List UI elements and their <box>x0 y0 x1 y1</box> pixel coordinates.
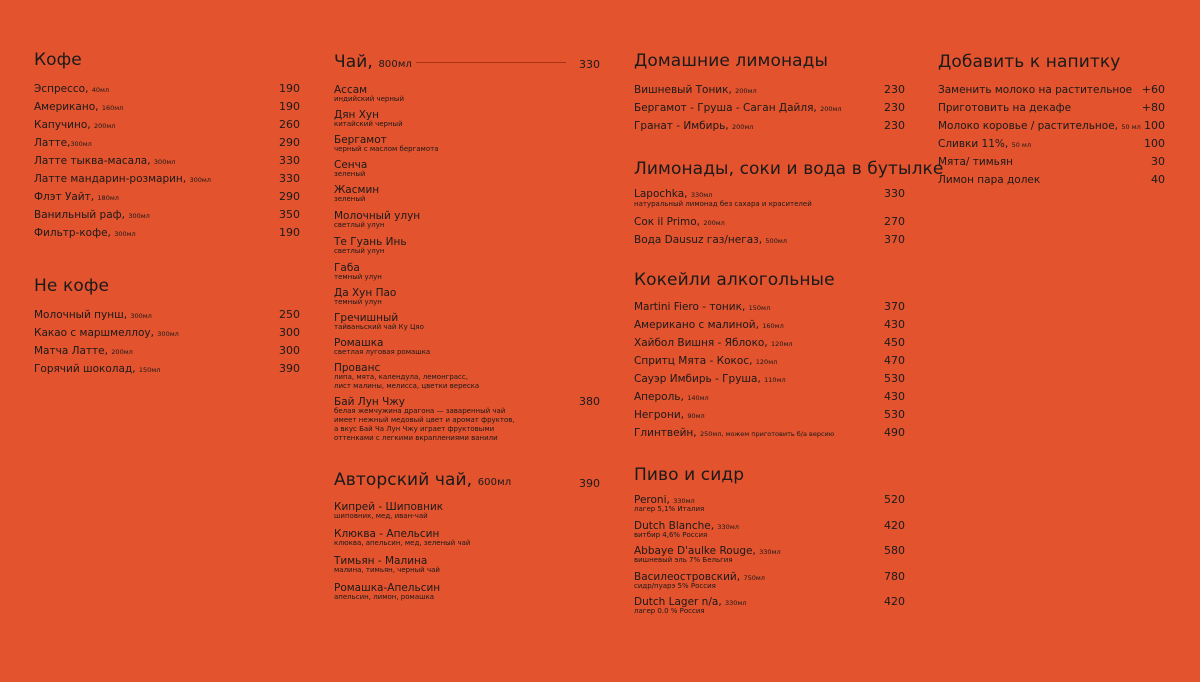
menu-item: Американо, 160мл 190 <box>34 100 300 113</box>
tea-desc: тайваньский чай Ку Цяо <box>334 323 424 331</box>
menu-item: Ванильный раф, 300мл 350 <box>34 208 300 221</box>
section-title: Домашние лимонады <box>634 51 829 71</box>
item-desc: витбир 4,6% Россия <box>634 531 708 539</box>
section-title: Авторский чай, 600мл <box>334 470 512 490</box>
section-title: Пиво и сидр <box>634 465 745 485</box>
tea-desc: темный улун <box>334 273 382 281</box>
menu-item: Молочный пунш, 300мл 250 <box>34 308 300 321</box>
tea-desc: оттенками с легкими вкраплениями ванили <box>334 434 498 442</box>
section-title: Чай, 800мл <box>334 52 412 72</box>
section-title: Кокейли алкогольные <box>634 270 835 290</box>
menu-item: Эспрессо, 40мл 190 <box>34 82 300 95</box>
menu-item: Капучино, 200мл 260 <box>34 118 300 131</box>
tea-desc: светлый улун <box>334 247 385 255</box>
tea-desc: липа, мята, календула, лемонграсс, <box>334 373 468 381</box>
section-title: Добавить к напитку <box>938 52 1121 72</box>
tea-desc: светлая луговая ромашка <box>334 348 431 356</box>
section-tea: Чай, 800мл 330 Ассам индийский черный Дян Хун китайский черный Бергамот черный с маслом бергамота Сенча зеленый Жасмин зеленый Молочный улун светлый улун Те Гуань Инь светлый улун Габа темный улун Да Хун Пао темный улун Гречишный тайваньский чай Ку Цяо Ромашка светлая луговая ромашка Прованс липа, мята, календула, лемонграсс, лист малины, мелисса, цветки вереска Бай Лун Чжу 380 белая жемчужина драгона — заваренный чай имеет нежный медовый цвет и аромат фруктов, а вкус Бай Ча Лун Чжу играет фруктовыми оттенками с легкими вкраплениями ванили <box>334 52 600 442</box>
section-author-tea: Авторский чай, 600мл 390 Кипрей - Шиповник шиповник, мед, иван-чай Клюква - Апельсин клюква, апельсин, мед, зеленый чай Тимьян - Малина малина, тимьян, черный чай Ромашка-Апельсин апельсин, лимон, ромашка <box>334 470 600 601</box>
section-cocktails: Кокейли алкогольные Martini Fiero - тоник, 150мл 370 Американо с малиной, 160мл 430 Хайбол Вишня - Яблоко, 120мл 450 Спритц Мята - Кокос, 120мл 470 Сауэр Имбирь - Груша, 110мл 530 Апероль, 140мл 430 Негрони, 90мл 530 Глинтвейн, 250мл, можем приготовить б/а версию 490 <box>634 270 905 439</box>
menu-item: Какао с маршмеллоу, 300мл 300 <box>34 326 300 339</box>
menu-item: Матча Латте, 200мл 300 <box>34 344 300 357</box>
section-lemonades: Домашние лимонады Вишневый Тоник, 200мл 230 Бергамот - Груша - Саган Дайля, 200мл 230 Гранат - Имбирь, 200мл 230 <box>634 51 905 132</box>
menu-item: Фильтр-кофе, 300мл 190 <box>34 226 300 239</box>
item-desc: натуральный лимонад без сахара и красителей <box>634 200 812 208</box>
item-desc: сидр/пуарэ 5% Россия <box>634 582 716 590</box>
not-coffee-list <box>34 309 300 381</box>
section-addons: Добавить к напитку Заменить молоко на растительное +60 Приготовить на декафе +80 Молоко коровье / растительное, 50 мл 100 Сливки 11%, 50 мл 100 Мята/ тимьян 30 Лимон пара долек 40 <box>938 52 1165 186</box>
menu-item: Горячий шоколад, 150мл 390 <box>34 362 300 375</box>
tea-desc: китайский черный <box>334 120 403 128</box>
title-divider <box>416 62 566 63</box>
section-title: Не кофе <box>34 276 110 296</box>
section-bottled: Лимонады, соки и вода в бутылке Lapochka, 330мл 330 натуральный лимонад без сахара и красителей Сок il Primo, 200мл 270 Вода Dausuz газ/негаз, 500мл 370 <box>634 159 944 246</box>
menu-item: Латте тыква-масала, 300мл 330 <box>34 154 300 167</box>
menu-item: Латте,300мл 290 <box>34 136 300 149</box>
tea-desc: а вкус Бай Ча Лун Чжу играет фруктовыми <box>334 425 495 433</box>
tea-desc: лист малины, мелисса, цветки вереска <box>334 382 480 390</box>
section-title: Лимонады, соки и вода в бутылке <box>634 159 944 179</box>
menu-item: Латте мандарин-розмарин, 300мл 330 <box>34 172 300 185</box>
section-title: Кофе <box>34 50 82 70</box>
tea-desc: апельсин, лимон, ромашка <box>334 593 435 601</box>
item-desc: лагер 0.0 % Россия <box>634 607 705 615</box>
tea-desc: темный улун <box>334 298 382 306</box>
tea-desc: светлый улун <box>334 221 385 229</box>
tea-desc: индийский черный <box>334 95 405 103</box>
item-desc: вишневый эль 7% Бельгия <box>634 556 733 564</box>
item-desc: лагер 5,1% Италия <box>634 505 705 513</box>
tea-desc: зеленый <box>334 170 366 178</box>
tea-desc: малина, тимьян, черный чай <box>334 566 440 574</box>
tea-desc: клюква, апельсин, мед, зеленый чай <box>334 539 471 547</box>
tea-desc: белая жемчужина драгона — заваренный чай <box>334 407 506 415</box>
menu-item: Флэт Уайт, 180мл 290 <box>34 190 300 203</box>
author-tea-price: 390 <box>579 477 600 490</box>
tea-desc: шиповник, мед, иван-чай <box>334 512 428 520</box>
section-not-coffee <box>34 276 300 375</box>
tea-desc: зеленый <box>334 195 366 203</box>
section-beer: Пиво и сидр Peroni, 330мл 520 лагер 5,1% Италия Dutch Blanche, 330мл 420 витбир 4,6% Россия Abbaye D'aulke Rouge, 330мл 580 вишневый эль 7% Бельгия Василеостровский, 750мл 780 сидр/пуарэ 5% Россия Dutch Lager n/a, 330мл 420 лагер 0.0 % Россия <box>634 465 905 615</box>
tea-desc: черный с маслом бергамота <box>334 145 439 153</box>
tea-price: 330 <box>579 58 600 71</box>
tea-desc: имеет нежный медовый цвет и аромат фруктов, <box>334 416 515 424</box>
section-coffee <box>34 50 300 239</box>
coffee-list <box>34 83 300 245</box>
